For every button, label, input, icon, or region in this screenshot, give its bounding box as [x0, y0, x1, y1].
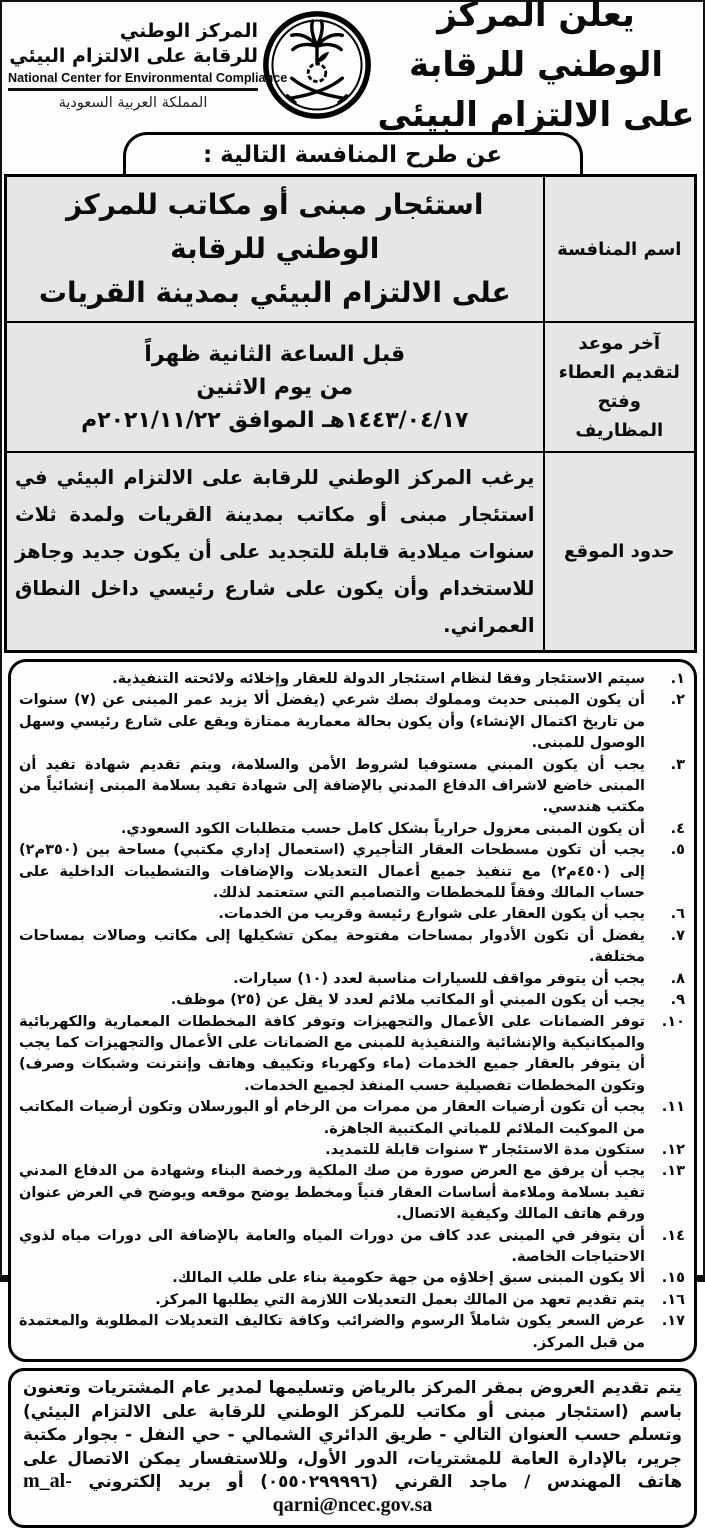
divider	[8, 88, 258, 91]
tender-info-table	[4, 174, 697, 653]
condition-item	[19, 1012, 685, 1098]
condition-text: سيتم الاستئجار وفقا لنظام استئجار الدولة للعقار وإخلائه ولائحته التنفيذية.	[112, 671, 645, 687]
org-name-ar-line1: المركز الوطني	[119, 20, 258, 43]
condition-number: ٨.	[670, 970, 685, 987]
competition-heading-tab: عن طرح المنافسة التالية :	[123, 132, 583, 174]
row-value-location: يرغب المركز الوطني للرقابة على الالتزام البيئي في استئجار مبنى أو مكاتب بمدينة القريات ولمدة ثلاث سنوات ميلادية قابلة للتجديد على أن يكون جديد وجاهز للاستخدام وأن يكون على شارع رئيسي داخل النطاق العمراني.	[6, 452, 544, 652]
condition-item	[19, 1311, 685, 1354]
condition-item	[19, 969, 685, 990]
condition-number: ١١.	[661, 1099, 685, 1116]
org-country: المملكة العربية السعودية	[58, 94, 208, 111]
condition-number: ١٧.	[661, 1313, 685, 1330]
condition-text: يتم تقديم تعهد من المالك بعمل التعديلات اللازمة التي يطلبها المركز.	[155, 1291, 645, 1308]
masthead	[8, 0, 697, 135]
condition-number: ٩.	[670, 992, 685, 1009]
submission-text: يتم تقديم العروض بمقر المركز بالرياض وتسليمها لمدير عام المشتريات وتعنون باسم (استئجار مبنى أو مكاتب للمركز الوطني للرقابة على الالتزام البيئي) وتسلم حسب العنوان التالي - طريق الدائري الشمالي - حي النفل - بجوار مكتبة جرير، بالإدارة العامة للمشتريات، الدور الأول، وللاستفسار يمكن الاتصال على هاتف المهندس / ماجد القرني (٠٥٥٠٢٩٩٩٩٦) أو بريد إلكتروني	[23, 1377, 682, 1492]
submission-paragraph	[23, 1376, 682, 1518]
row-value-deadline	[6, 322, 544, 452]
condition-text: ألا يكون المبنى سبق إخلاؤه من جهة حكومية بناء على طلب المالك.	[172, 1270, 645, 1287]
condition-text: توفر الضمانات على الأعمال والتجهيزات وتوفر كافة المخططات المعمارية والكهربائية والميكانيكية والإنشائية والتنفيذية للمبنى مع الضمانات على الأعمال والتجهيزات كما يجب أن يتوفر بالعقار جميع الخدمات (ماء وكهرباء وتكييف وهاتف وإنترنت وشبكات وصرف) وتكون المخططات تفصيلية حسب المنفذ لجميع الخدمات.	[19, 1013, 645, 1094]
condition-text: يجب أن تكون أرضيات العقار من ممرات من الرخام أو البورسلان وتكون أرضيات المكاتب من الموكيت الملائم للمباني المكتبية الجاهزة.	[19, 1099, 645, 1137]
table-row-competition-name	[6, 176, 696, 323]
condition-item	[19, 1161, 685, 1225]
condition-number: ٦.	[670, 906, 685, 923]
condition-text: أن يكون المبنى معزول حرارياً بشكل كامل حسب متطلبات الكود السعودي.	[120, 820, 645, 837]
submission-info-box	[8, 1368, 697, 1528]
condition-number: ١٠.	[661, 1013, 685, 1030]
condition-number: ١٤.	[661, 1227, 685, 1244]
condition-number: ١.	[670, 671, 685, 687]
competition-name-line2: على الالتزام البيئي بمدينة القريات	[38, 276, 511, 309]
announcement-title	[375, 0, 697, 140]
conditions-list	[19, 669, 685, 1354]
condition-item	[19, 755, 685, 819]
condition-number: ٣.	[670, 756, 685, 773]
condition-item	[19, 669, 685, 690]
condition-item	[19, 904, 685, 925]
condition-item	[19, 1226, 685, 1269]
condition-number: ٢.	[670, 692, 685, 709]
competition-name-line1: استئجار مبنى أو مكاتب للمركز الوطني للرقابة	[66, 188, 484, 265]
condition-text: أن يكون المبنى حديث ومملوك بصك شرعي (يفضل ألا يزيد عمر المبنى عن (٧) سنوات من تاريخ اكتمال الإنشاء) وأن يكون بحالة معمارية ممتازة ويقع على شارع رئيسي وسهل الوصول للمبنى.	[19, 692, 645, 752]
condition-item	[19, 926, 685, 969]
condition-text: يجب أن يتوفر مواقف للسيارات مناسبة لعدد (١٠) سيارات.	[233, 970, 645, 987]
condition-number: ٧.	[670, 927, 685, 944]
condition-text: عرض السعر يكون شاملاً الرسوم والضرائب وكافة تكاليف التعديلات المطلوبة والمعتمدة من قبل المركز.	[19, 1313, 645, 1351]
deadline-date: ١٤٤٣/٠٤/١٧هـ الموافق ٢٠٢١/١١/٢٢م	[81, 407, 469, 433]
condition-text: يجب أن يكون المبني مستوفيا لشروط الأمن والسلامة، ويتم تقديم شهادة تفيد أن المبنى خاضع لاشراف الدفاع المدني بالإضافة إلى شهادة تفيد بسلامة المبنى إنشائياً من مكتب هندسي.	[19, 756, 645, 816]
condition-item	[19, 990, 685, 1011]
condition-item	[19, 690, 685, 754]
condition-number: ١٥.	[661, 1270, 685, 1287]
org-identity	[8, 19, 288, 111]
condition-item	[19, 840, 685, 904]
ncec-emblem-icon	[262, 10, 372, 120]
table-row-location	[6, 452, 696, 652]
condition-number: ١٦.	[661, 1291, 685, 1308]
contact-email: m_al-qarni@ncec.gov.sa	[23, 1470, 433, 1516]
condition-text: يفضل أن تكون الأدوار بمساحات مفتوحة يمكن تشكيلها إلى مكاتب وصالات بمساحات مختلفة.	[19, 927, 645, 966]
condition-text: يجب أن يكون المبني أو المكاتب ملائم لعدد لا يقل عن (٢٥) موظف.	[170, 992, 645, 1009]
row-value-competition-name	[6, 176, 544, 323]
conditions-box	[8, 659, 697, 1362]
condition-item	[19, 819, 685, 840]
deadline-day: من يوم الاثنين	[196, 374, 354, 400]
deadline-time: قبل الساعة الثانية ظهراً	[144, 341, 406, 367]
condition-text: يجب أن يكون العقار على شوارع رئيسة وقريب من الخدمات.	[218, 906, 645, 923]
row-label-deadline: آخر موعد لتقديم العطاء وفتح المظاريف	[544, 322, 696, 452]
condition-item	[19, 1290, 685, 1311]
table-row-deadline	[6, 322, 696, 452]
announcement-title-line2: على الالتزام البيئي	[377, 95, 695, 135]
condition-number: ٥.	[670, 842, 685, 859]
condition-number: ١٣.	[661, 1163, 685, 1180]
announcement-title-line1: يعلن المركز الوطني للرقابة	[408, 0, 664, 85]
condition-item	[19, 1140, 685, 1161]
condition-text: ستكون مدة الاستئجار ٣ سنوات قابلة للتمديد.	[325, 1141, 645, 1158]
condition-item	[19, 1097, 685, 1140]
condition-text: يجب أن تكون مسطحات العقار التأجيري (استعمال إداري مكتبي) مساحة بين (٣٥٠م٢) إلى (٤٥٠م٢) مع تنفيذ جميع أعمال التعديلات والإضافات والتشطيبات الداخلية على حساب المالك وفقاً للمخططات والتصاميم التي ستعتمد لذلك.	[19, 842, 645, 902]
condition-number: ١٢.	[661, 1141, 685, 1158]
condition-number: ٤.	[670, 820, 685, 837]
row-label-location: حدود الموقع	[544, 452, 696, 652]
row-label-competition-name: اسم المنافسة	[544, 176, 696, 323]
condition-text: يجب أن يرفق مع العرض صورة من صك الملكية ورخصة البناء وشهادة من الدفاع المدني تفيد بسلامة وملاءمة أساسات العقار فنياً ومخطط يوضح موقعه ويوضح في العرض عنوان ورقم هاتف المالك وكيفية الاتصال.	[19, 1163, 645, 1223]
org-name-ar-line2: للرقابة على الالتزام البيئي	[9, 45, 258, 68]
condition-item	[19, 1268, 685, 1289]
condition-text: أن يتوفر في المبنى عدد كاف من دورات المياه والعامة بالإضافة الى دورات مياه لذوي الاحتياجات الخاصة.	[19, 1227, 645, 1265]
org-name-en: National Center for Environmental Compliance	[8, 71, 288, 86]
